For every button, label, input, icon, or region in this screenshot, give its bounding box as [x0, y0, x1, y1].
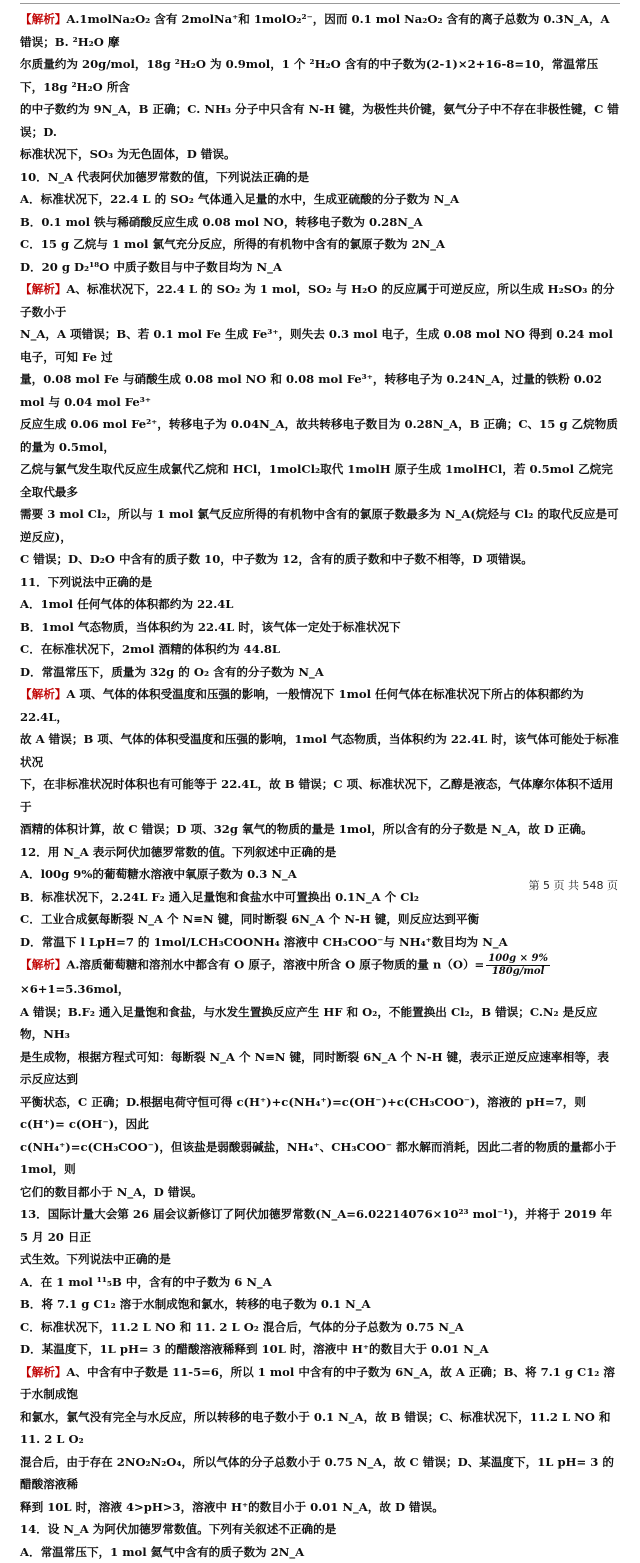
- line-text: A．标准状况下，22.4 L 的 SO₂ 气体通入足量的水中，生成亚硫酸的分子数为 N_A: [20, 192, 459, 206]
- question-line: [20, 638, 620, 661]
- line-text: 标准状况下，SO₃ 为无色固体，D 错误。: [20, 147, 236, 161]
- line-text: A．l00g 9%的葡萄糖水溶液中氧原子数为 0.3 N_A: [20, 867, 297, 881]
- line-text: 释到 10L 时，溶液 4>pH>3，溶液中 H⁺的数目小于 0.01 N_A，故 D 错误。: [20, 1500, 444, 1514]
- analysis-line: [20, 953, 620, 1001]
- fraction-numerator: 100g × 9%: [486, 953, 550, 966]
- line-text: B．将 7.1 g C1₂ 溶于水制成饱和氯水，转移的电子数为 0.1 N_A: [20, 1297, 371, 1311]
- line-text: C．15 g 乙烷与 1 mol 氯气充分反应，所得的有机物中含有的氯原子数为 2N_A: [20, 237, 445, 251]
- line-text: 11．下列说法中正确的是: [20, 575, 152, 589]
- line-text: 平衡状态，C 正确；D.根据电荷守恒可得 c(H⁺)+c(NH₄⁺)=c(OH⁻)+c(CH₃COO⁻)，溶液的 pH=7，则 c(H⁺)= c(OH⁻)，因此: [20, 1095, 586, 1132]
- line-text: C．工业合成氨每断裂 N_A 个 N≡N 键，同时断裂 6N_A 个 N-H 键，则反应达到平衡: [20, 912, 479, 926]
- analysis-keyword: 【解析】: [20, 958, 66, 972]
- question-line: [20, 931, 620, 954]
- analysis-line: [20, 683, 620, 728]
- line-text: 量，0.08 mol Fe 与硝酸生成 0.08 mol NO 和 0.08 mol Fe³⁺，转移电子为 0.24N_A，过量的铁粉 0.02 mol 与 0.04 mol Fe³⁺: [20, 372, 602, 409]
- document-body: [20, 8, 620, 1563]
- question-line: [20, 1248, 620, 1271]
- analysis-line: [20, 53, 620, 98]
- line-text: 12．用 N_A 表示阿伏加德罗常数的值。下列叙述中正确的是: [20, 845, 336, 859]
- line-text: 乙烷与氯气发生取代反应生成氯代乙烷和 HCl，1molCl₂取代 1molH 原子生成 1molHCl，若 0.5mol 乙烷完全取代最多: [20, 462, 613, 499]
- analysis-line: [20, 1001, 620, 1046]
- line-text: C 错误；D、D₂O 中含有的质子数 10，中子数为 12，含有的质子数和中子数不相等，D 项错误。: [20, 552, 533, 566]
- question-line: [20, 1316, 620, 1339]
- line-text-tail: ×6+1=5.36mol，: [20, 982, 130, 996]
- line-text: B．1mol 气态物质，当体积约为 22.4L 时，该气体一定处于标准状况下: [20, 620, 401, 634]
- analysis-keyword: 【解析】: [20, 687, 66, 701]
- line-text: B．标准状况下，2.24L F₂ 通入足量饱和食盐水中可置换出 0.1N_A 个 Cl₂: [20, 890, 419, 904]
- analysis-line: [20, 413, 620, 458]
- question-line: [20, 211, 620, 234]
- line-text: D．常温下 l LpH=7 的 1mol/LCH₃COONH₄ 溶液中 CH₃COO⁻与 NH₄⁺数目均为 N_A: [20, 935, 508, 949]
- analysis-line: [20, 1406, 620, 1451]
- analysis-line: [20, 323, 620, 368]
- question-line: [20, 166, 620, 189]
- analysis-line: [20, 503, 620, 548]
- analysis-line: [20, 1046, 620, 1091]
- analysis-line: [20, 1361, 620, 1406]
- line-text: C．在标准状况下，2mol 酒精的体积约为 44.8L: [20, 642, 280, 656]
- line-text: 尔质量约为 20g/mol，18g ²H₂O 为 0.9mol，1 个 ²H₂O 含有的中子数为(2-1)×2+16-8=10，常温常压下，18g ²H₂O 所含: [20, 57, 598, 94]
- analysis-line: [20, 548, 620, 571]
- question-line: [20, 1338, 620, 1361]
- question-line: [20, 188, 620, 211]
- line-text: 13．国际计量大会第 26 届会议新修订了阿伏加德罗常数(N_A=6.02214076×10²³ mol⁻¹)，并将于 2019 年 5 月 20 日正: [20, 1207, 612, 1244]
- line-text: A 项、气体的体积受温度和压强的影响，一般情况下 1mol 任何气体在标准状况下所占的体积都约为 22.4L，: [20, 687, 584, 724]
- question-line: [20, 661, 620, 684]
- analysis-line: [20, 1091, 620, 1136]
- header-rule: [20, 3, 620, 4]
- line-text: 混合后，由于存在 2NO₂N₂O₄，所以气体的分子总数小于 0.75 N_A，故 C 错误；D、某温度下，1L pH= 3 的醋酸溶液稀: [20, 1455, 614, 1492]
- question-line: [20, 908, 620, 931]
- question-line: [20, 593, 620, 616]
- line-text: 下，在非标准状况时体积也有可能等于 22.4L，故 B 错误；C 项、标准状况下，乙醇是液态，气体摩尔体积不适用于: [20, 777, 613, 814]
- analysis-keyword: 【解析】: [20, 1365, 66, 1379]
- line-text: A、中含有中子数是 11-5=6，所以 1 mol 中含有的中子数为 6N_A，故 A 正确；B、将 7.1 g C1₂ 溶于水制成饱: [20, 1365, 615, 1402]
- line-text: A．1mol 任何气体的体积都约为 22.4L: [20, 597, 233, 611]
- line-text: 和氯水，氯气没有完全与水反应，所以转移的电子数小于 0.1 N_A，故 B 错误；C、标准状况下，11.2 L NO 和 11. 2 L O₂: [20, 1410, 611, 1447]
- analysis-line: [20, 278, 620, 323]
- question-line: [20, 1518, 620, 1541]
- question-line: [20, 1271, 620, 1294]
- line-text: C．标准状况下，11.2 L NO 和 11. 2 L O₂ 混合后，气体的分子总数为 0.75 N_A: [20, 1320, 464, 1334]
- line-text: D．某温度下，1L pH= 3 的醋酸溶液稀释到 10L 时，溶液中 H⁺的数目大于 0.01 N_A: [20, 1342, 489, 1356]
- analysis-line: [20, 98, 620, 143]
- line-text: 需要 3 mol Cl₂，所以与 1 mol 氯气反应所得的有机物中含有的氯原子数最多为 N_A(烷烃与 Cl₂ 的取代反应是可逆反应)，: [20, 507, 619, 544]
- question-line: [20, 1541, 620, 1563]
- line-text: 式生效。下列说法中正确的是: [20, 1252, 171, 1266]
- line-text: D．常温常压下，质量为 32g 的 O₂ 含有的分子数为 N_A: [20, 665, 324, 679]
- line-text: 它们的数目都小于 N_A，D 错误。: [20, 1185, 203, 1199]
- question-line: [20, 1293, 620, 1316]
- line-text: N_A，A 项错误；B、若 0.1 mol Fe 生成 Fe³⁺，则失去 0.3 mol 电子，生成 0.08 mol NO 得到 0.24 mol 电子，可知 Fe 过: [20, 327, 613, 364]
- line-text: A．在 1 mol ¹¹₅B 中，含有的中子数为 6 N_A: [20, 1275, 272, 1289]
- analysis-line: [20, 8, 620, 53]
- question-line: [20, 841, 620, 864]
- line-text: A.1molNa₂O₂ 含有 2molNa⁺和 1molO₂²⁻，因而 0.1 mol Na₂O₂ 含有的离子总数为 0.3N_A，A 错误；B. ²H₂O 摩: [20, 12, 610, 49]
- analysis-line: [20, 773, 620, 818]
- question-line: [20, 616, 620, 639]
- analysis-keyword: 【解析】: [20, 282, 66, 296]
- analysis-line: [20, 1496, 620, 1519]
- analysis-line: [20, 1181, 620, 1204]
- line-text: c(NH₄⁺)=c(CH₃COO⁻)，但该盐是弱酸弱碱盐，NH₄⁺、CH₃COO⁻ 都水解而消耗，因此二者的物质的量都小于 1mol，则: [20, 1140, 616, 1177]
- line-text: B．0.1 mol 铁与稀硝酸反应生成 0.08 mol NO，转移电子数为 0.28N_A: [20, 215, 423, 229]
- line-text: 10．N_A 代表阿伏加德罗常数的值，下列说法正确的是: [20, 170, 309, 184]
- question-line: [20, 233, 620, 256]
- analysis-keyword: 【解析】: [20, 12, 66, 26]
- line-text: 的中子数约为 9N_A，B 正确；C. NH₃ 分子中只含有 N-H 键，为极性共价键，氨气分子中不存在非极性键，C 错误；D.: [20, 102, 619, 139]
- line-text: 是生成物，根据方程式可知：每断裂 N_A 个 N≡N 键，同时断裂 6N_A 个 N-H 键，表示正逆反应速率相等，表示反应达到: [20, 1050, 609, 1087]
- line-text: 反应生成 0.06 mol Fe²⁺，转移电子为 0.04N_A，故共转移电子数目为 0.28N_A，B 正确；C、15 g 乙烷物质的量为 0.5mol，: [20, 417, 618, 454]
- page-number: 第 5 页 共 548 页: [529, 877, 618, 893]
- analysis-line: [20, 1451, 620, 1496]
- analysis-line: [20, 818, 620, 841]
- fraction: [486, 953, 550, 978]
- question-line: [20, 1203, 620, 1248]
- analysis-line: [20, 728, 620, 773]
- question-line: [20, 571, 620, 594]
- question-line: [20, 256, 620, 279]
- fraction-denominator: 180g/mol: [486, 966, 550, 978]
- line-text: A 错误；B.F₂ 通入足量饱和食盐，与水发生置换反应产生 HF 和 O₂，不能置换出 Cl₂，B 错误；C.N₂ 是反应物，NH₃: [20, 1005, 597, 1042]
- line-text: 14．设 N_A 为阿伏加德罗常数值。下列有关叙述不正确的是: [20, 1522, 336, 1536]
- analysis-line: [20, 1136, 620, 1181]
- line-text: A.溶质葡萄糖和溶剂水中都含有 O 原子，溶液中所含 O 原子物质的量 n（O）=: [66, 958, 484, 972]
- line-text: 酒精的体积计算，故 C 错误；D 项、32g 氧气的物质的量是 1mol，所以含有的分子数是 N_A，故 D 正确。: [20, 822, 593, 836]
- line-text: D．20 g D₂¹⁸O 中质子数目与中子数目均为 N_A: [20, 260, 282, 274]
- analysis-line: [20, 143, 620, 166]
- line-text: 故 A 错误；B 项、气体的体积受温度和压强的影响，1mol 气态物质，当体积约为 22.4L 时，该气体可能处于标准状况: [20, 732, 619, 769]
- analysis-line: [20, 368, 620, 413]
- line-text: A、标准状况下，22.4 L 的 SO₂ 为 1 mol，SO₂ 与 H₂O 的反应属于可逆反应，所以生成 H₂SO₃ 的分子数小于: [20, 282, 615, 319]
- line-text: A．常温常压下，1 mol 氦气中含有的质子数为 2N_A: [20, 1545, 304, 1559]
- analysis-line: [20, 458, 620, 503]
